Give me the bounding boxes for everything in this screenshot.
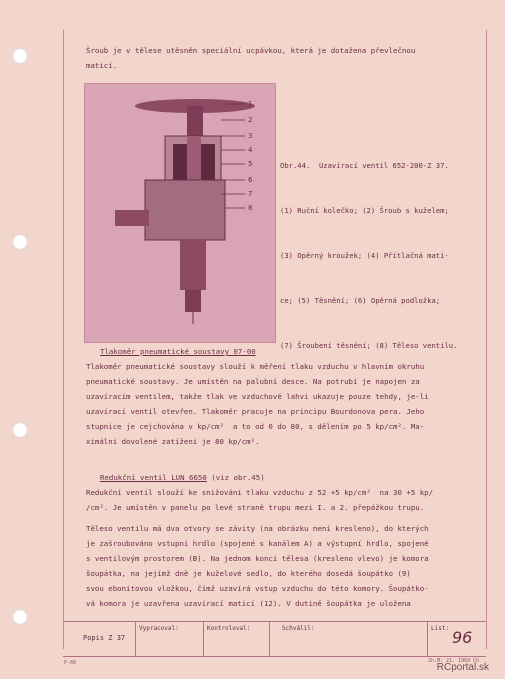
paragraph-line: Redukční ventil slouží ke snižování tlaku vzduchu z 52 +5 kp/cm² na 30 +5 kp/ <box>86 488 434 497</box>
valve-drawing <box>85 84 275 342</box>
paragraph-line: /cm². Je umístěn v panelu po levé straně trupu mezi I. a 2. přepážkou trupu. <box>86 503 425 512</box>
footer-table <box>63 621 486 657</box>
footer-cell-checked: Kontroloval: <box>203 622 270 656</box>
section-heading-ref: (viz obr.45) <box>206 473 265 482</box>
binder-hole <box>12 609 28 625</box>
section-heading: Tlakoměr pneumatické soustavy 07-00 <box>100 347 256 356</box>
figure-label: 5 <box>248 160 253 168</box>
margin-line-right <box>486 30 487 649</box>
footer-doc-name: Popis Z 37 <box>83 634 126 642</box>
paragraph-line: šoupátka, na jejímž dně je kuželové sedlo, do kterého dosedá šoupátko (9) <box>86 569 411 578</box>
figure-label: 3 <box>248 132 253 140</box>
form-note: Zn.M: 21. 1969 Ch <box>428 658 480 664</box>
section-heading-title: Redukční ventil LUN 6650 <box>100 473 207 482</box>
paragraph-line: svou ebonitovou vložkou, čímž uzavírá vstup vzduchu do této komory. Šoupátko- <box>86 584 429 593</box>
binder-hole <box>12 234 28 250</box>
section-heading <box>100 470 265 485</box>
binder-hole <box>12 422 28 438</box>
margin-line-left <box>63 30 64 649</box>
caption-line: (7) Šroubení těsnění; (8) Těleso ventilu. <box>280 341 458 350</box>
paragraph-line: stupnice je cejchována v kp/cm² a to od 0 do 80, s dělením po 5 kp/cm². Ma- <box>86 422 425 431</box>
figure-label: 8 <box>248 204 253 212</box>
paragraph-line: Tlakoměr pneumatické soustavy slouží k měření tlaku vzduchu v hlavním okruhu <box>86 362 425 371</box>
page-number: 96 <box>452 628 473 647</box>
figure-label: 2 <box>248 116 253 124</box>
paragraph-line: Těleso ventilu má dva otvory se závity (na obrázku není kresleno), do kterých <box>86 524 429 533</box>
intro-line: maticí. <box>86 61 118 70</box>
valve-figure <box>84 83 276 343</box>
footer-cell-prepared: Vypracoval: <box>135 622 204 656</box>
paragraph-line: pneumatické soustavy. Je umístěn na palubní desce. Na potrubí je napojen za <box>86 377 420 386</box>
caption-line: (1) Ruční kolečko; (2) Šroub s kuželem; <box>280 206 449 215</box>
figure-label: 1 <box>248 100 253 108</box>
paragraph-line: uzavírací ventil otevřen. Tlakoměr pracuje na principu Bourdonova pera. Jeho <box>86 407 425 416</box>
paragraph-line: s ventilovým prostorem (B). Na jednom konci tělesa (kresleno vlevo) je komora <box>86 554 429 563</box>
form-code: P-60 <box>64 660 77 666</box>
figure-label: 4 <box>248 146 253 154</box>
caption-line: (3) Opěrný kroužek; (4) Přítlačná mati- <box>280 251 449 260</box>
footer-cell-sheet: List: <box>427 622 487 656</box>
watermark: RCportal.sk <box>436 662 489 673</box>
figure-label: 6 <box>248 176 253 184</box>
paragraph-line: uzavíracím ventilem, takže tlak ve vzduchové lahvi ukazuje pouze tehdy, je-li <box>86 392 429 401</box>
caption-line: ce; (5) Těsnění; (6) Opěrná podložka; <box>280 296 441 305</box>
paragraph-line: je zašroubováno vstupní hrdlo (spojené s kanálem A) a výstupní hrdlo, spojené <box>86 539 429 548</box>
figure-label: 7 <box>248 190 253 198</box>
intro-line: Šroub je v tělese utěsněn speciální ucpávkou, která je dotažena převlečnou <box>86 46 416 55</box>
footer-cell-approved: Schválil: <box>269 622 428 656</box>
paragraph-line: ximální dovolené zatížení je 80 kp/cm². <box>86 437 260 446</box>
binder-hole <box>12 48 28 64</box>
caption-line: Obr.44. Uzavírací ventil 652-200-Z 37. <box>280 161 449 170</box>
figure-caption <box>280 128 457 383</box>
paragraph-line: vá komora je uzavřena uzavírací maticí (12). V dutině šoupátka je uložena <box>86 599 411 608</box>
